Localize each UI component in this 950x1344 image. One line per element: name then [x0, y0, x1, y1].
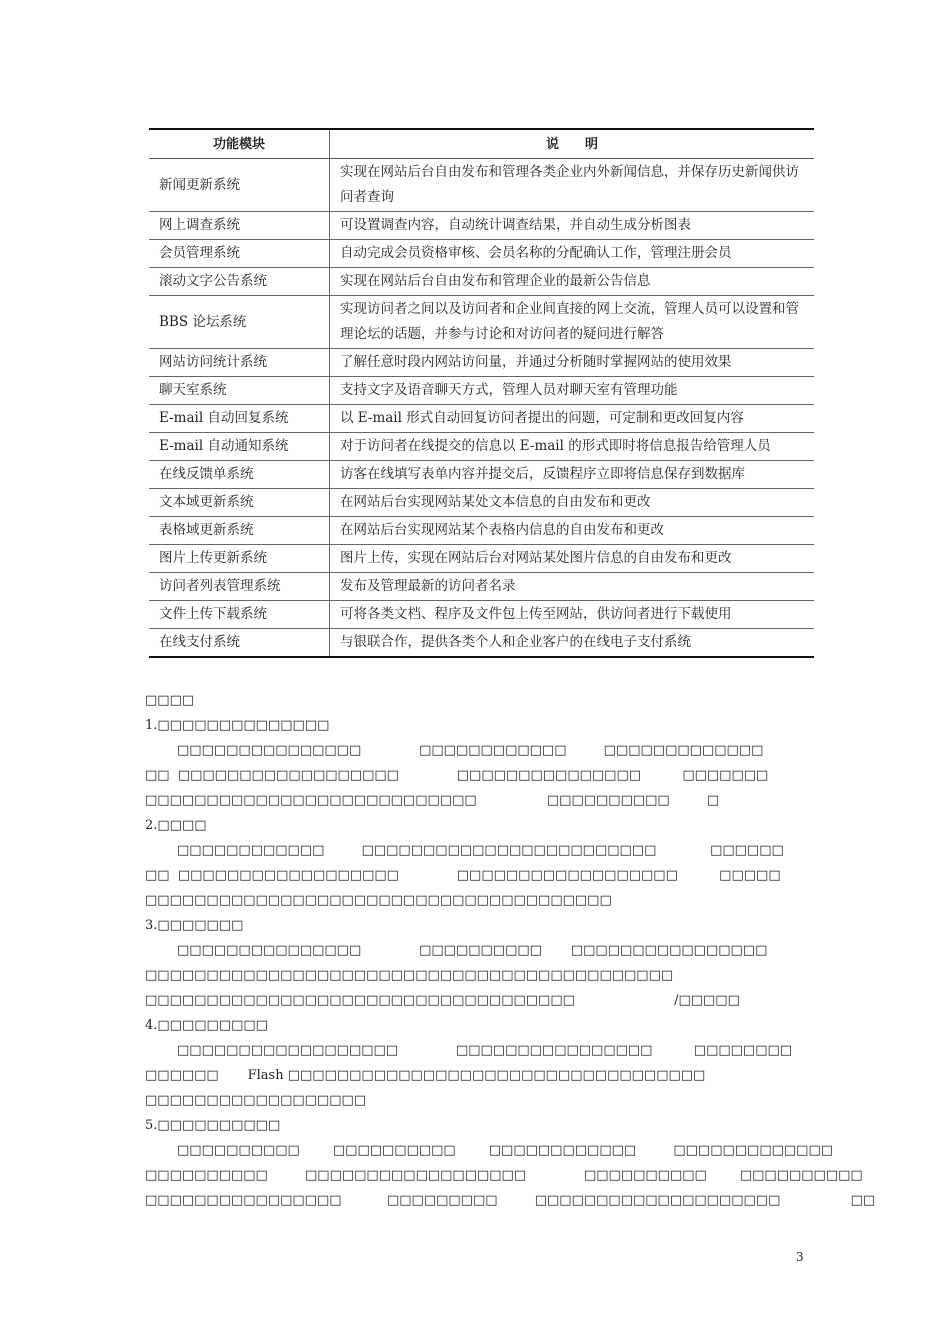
- table-row: [149, 296, 814, 349]
- module-cell: 表格域更新系统: [149, 517, 330, 545]
- description-cell: 可设置调查内容，自动统计调查结果，并自动生成分析图表: [330, 212, 815, 240]
- description-cell: 对于访问者在线提交的信息以 E-mail 的形式即时将信息报告给管理人员: [330, 433, 815, 461]
- table-row: [149, 159, 814, 212]
- text-line: □□ □□□□□□□□□□□□□□□□□□ □□□□□□□□□□□□□□□ □□□□□□□: [145, 768, 769, 783]
- table-row: [149, 240, 814, 268]
- function-module-table: [149, 128, 814, 658]
- table-row: [149, 629, 814, 658]
- table-row: [149, 433, 814, 461]
- page-number: 3: [796, 1250, 804, 1264]
- text-line: □□□□□□□□□□□□□□□ □□□□□□□□□□ □□□□□□□□□□□□□□□□: [177, 943, 768, 958]
- module-cell: 图片上传更新系统: [149, 545, 330, 573]
- module-cell: 滚动文字公告系统: [149, 268, 330, 296]
- module-cell: BBS 论坛系统: [149, 296, 330, 349]
- description-cell: 自动完成会员资格审核、会员名称的分配确认工作，管理注册会员: [330, 240, 815, 268]
- description-cell: 图片上传，实现在网站后台对网站某处图片信息的自由发布和更改: [330, 545, 815, 573]
- text-line: □□□□□□□□□□ □□□□□□□□□□□□□□□□□□ □□□□□□□□□□ □□□□□□□□□□: [145, 1168, 863, 1183]
- module-cell: 在线支付系统: [149, 629, 330, 658]
- description-cell: 可将各类文档、程序及文件包上传至网站，供访问者进行下载使用: [330, 601, 815, 629]
- description-cell: 发布及管理最新的访问者名录: [330, 573, 815, 601]
- table-header-row: [149, 129, 814, 159]
- description-cell: 在网站后台实现网站某处文本信息的自由发布和更改: [330, 489, 815, 517]
- text-line: 5.□□□□□□□□□□: [145, 1118, 281, 1133]
- text-line: □□□□□□□□□□ □□□□□□□□□□ □□□□□□□□□□□□ □□□□□□□□□□□□□: [177, 1143, 834, 1158]
- table-row: [149, 268, 814, 296]
- table-body: [149, 159, 814, 658]
- description-cell: 与银联合作，提供各类个人和企业客户的在线电子支付系统: [330, 629, 815, 658]
- module-cell: 新闻更新系统: [149, 159, 330, 212]
- table-row: [149, 377, 814, 405]
- description-cell: 访客在线填写表单内容并提交后，反馈程序立即将信息保存到数据库: [330, 461, 815, 489]
- body-text: [145, 688, 876, 1213]
- table-row: [149, 573, 814, 601]
- text-line: □□ □□□□□□□□□□□□□□□□□□ □□□□□□□□□□□□□□□□□□ □□□□□: [145, 868, 781, 883]
- module-cell: E-mail 自动回复系统: [149, 405, 330, 433]
- text-line: 2.□□□□: [145, 818, 207, 833]
- table-row: [149, 461, 814, 489]
- description-cell: 实现在网站后台自由发布和管理企业的最新公告信息: [330, 268, 815, 296]
- text-line: 4.□□□□□□□□□: [145, 1018, 268, 1033]
- table-row: [149, 545, 814, 573]
- text-line: □□□□□□□□□□□□□□□□□□□□□□□□□□□ □□□□□□□□□□ □: [145, 793, 720, 808]
- text-line: □□□□□□□□□□□□□□□□□□□□□□□□□□□□□□□□□□□□□□□□□□□: [145, 968, 674, 983]
- description-cell: 实现在网站后台自由发布和管理各类企业内外新闻信息，并保存历史新闻供访问者查询: [330, 159, 815, 212]
- table-row: [149, 601, 814, 629]
- text-line: □□□□□□□□□□□□□□□□ □□□□□□□□□ □□□□□□□□□□□□□□□□□□□□ □□: [145, 1193, 876, 1208]
- table-row: [149, 349, 814, 377]
- text-line: □□□□□□□□□□□□ □□□□□□□□□□□□□□□□□□□□□□□□ □□□□□□: [177, 843, 784, 858]
- header-description: 说明: [330, 129, 815, 159]
- text-line: □□□□□□□□□□□□□□□□□□□□□□□□□□□□□□□□□□□□□□: [145, 893, 612, 908]
- description-cell: 了解任意时段内网站访问量，并通过分析随时掌握网站的使用效果: [330, 349, 815, 377]
- module-cell: 聊天室系统: [149, 377, 330, 405]
- description-cell: 在网站后台实现网站某个表格内信息的自由发布和更改: [330, 517, 815, 545]
- text-line: □□□□□□□□□□□□□□□□□□□□□□□□□□□□□□□□□□□ /□□□□□: [145, 993, 740, 1008]
- module-cell: 网站访问统计系统: [149, 349, 330, 377]
- text-line: □□□□□□ Flash □□□□□□□□□□□□□□□□□□□□□□□□□□□□□□□□□□: [145, 1068, 706, 1083]
- description-cell: 支持文字及语音聊天方式，管理人员对聊天室有管理功能: [330, 377, 815, 405]
- table-row: [149, 212, 814, 240]
- description-cell: 实现访问者之间以及访问者和企业间直接的网上交流，管理人员可以设置和管理论坛的话题，并参与讨论和对访问者的疑问进行解答: [330, 296, 815, 349]
- module-cell: 网上调查系统: [149, 212, 330, 240]
- text-line: 3.□□□□□□□: [145, 918, 244, 933]
- module-cell: 会员管理系统: [149, 240, 330, 268]
- module-cell: 文本域更新系统: [149, 489, 330, 517]
- table-row: [149, 405, 814, 433]
- module-cell: 访问者列表管理系统: [149, 573, 330, 601]
- text-line: 1.□□□□□□□□□□□□□□: [145, 718, 330, 733]
- text-line: □□□□□□□□□□□□□□□ □□□□□□□□□□□□ □□□□□□□□□□□□□: [177, 743, 764, 758]
- header-module: 功能模块: [149, 129, 330, 159]
- description-cell: 以 E-mail 形式自动回复访问者提出的问题，可定制和更改回复内容: [330, 405, 815, 433]
- module-cell: 文件上传下载系统: [149, 601, 330, 629]
- module-cell: 在线反馈单系统: [149, 461, 330, 489]
- text-line: □□□□□□□□□□□□□□□□□□: [145, 1093, 367, 1108]
- text-line: □□□□: [145, 693, 195, 708]
- table-row: [149, 517, 814, 545]
- text-line: □□□□□□□□□□□□□□□□□□ □□□□□□□□□□□□□□□□ □□□□□□□□: [177, 1043, 793, 1058]
- module-cell: E-mail 自动通知系统: [149, 433, 330, 461]
- table-row: [149, 489, 814, 517]
